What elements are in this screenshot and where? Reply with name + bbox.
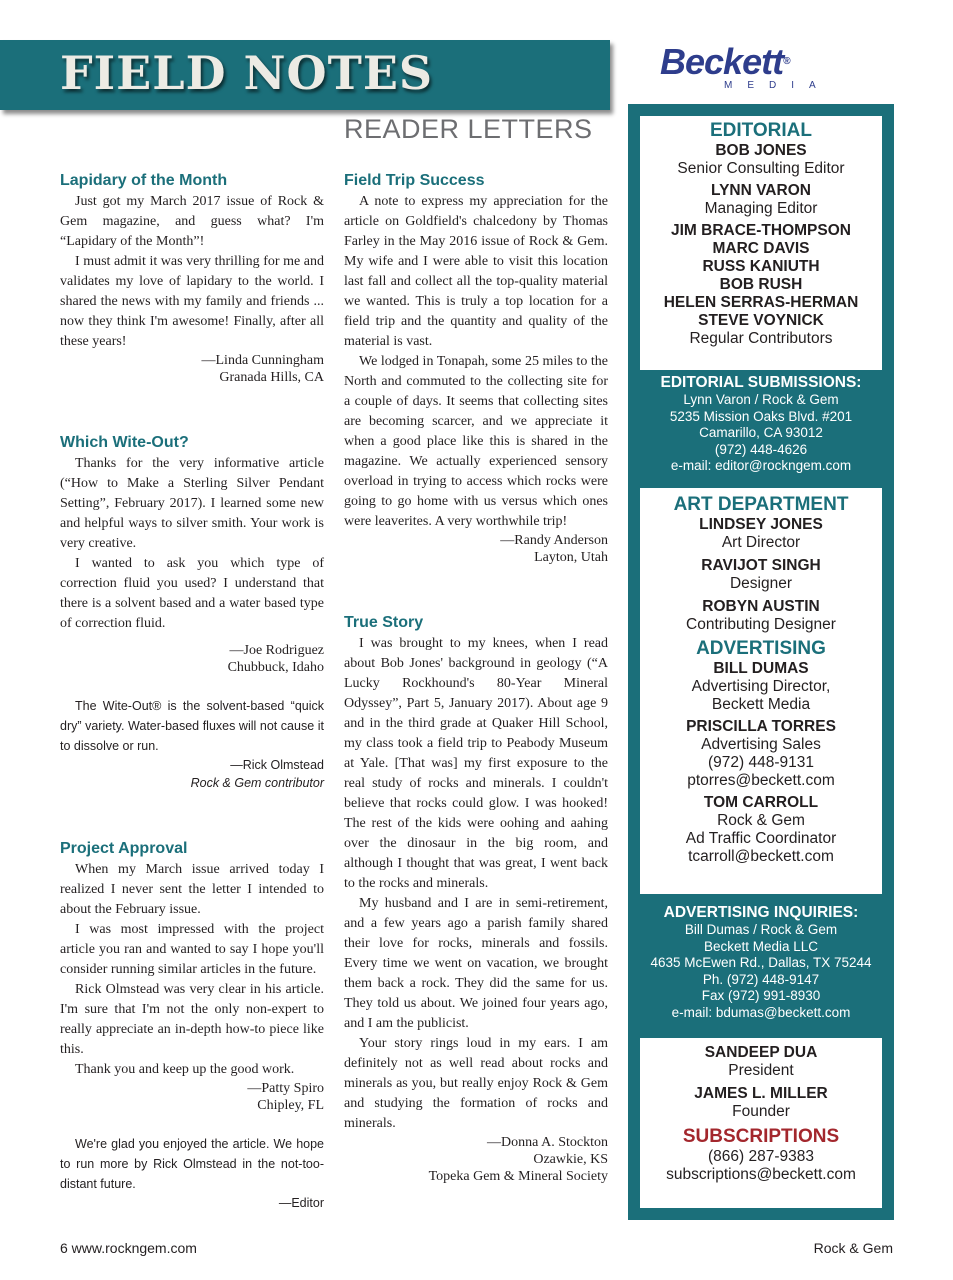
staff-name: LINDSEY JONES: [699, 516, 823, 533]
staff-email: tcarroll@beckett.com: [688, 848, 834, 865]
staff-name: ROBYN AUSTIN: [702, 598, 820, 615]
reply-text: We're glad you enjoyed the article. We hope to run more by Rick Olmstead in the not-too-distant future.: [60, 1137, 324, 1191]
beckett-media-logo: [660, 41, 860, 94]
letter-paragraph: Thanks for the very informative article (“How to Make a Sterling Silver Pendant Setting”, February 2017). I learned some new and helpful ways to silver smith. Your work is very creative.: [60, 456, 324, 551]
letter-signature: —Joe Rodriguez: [229, 643, 324, 658]
footer-magazine-name: Rock & Gem: [813, 1240, 893, 1256]
staff-role: Managing Editor: [704, 200, 818, 217]
reply-signature: —Rick Olmstead: [230, 758, 324, 772]
submissions-line: Lynn Varon / Rock & Gem: [683, 392, 839, 407]
letter-location: Ozawkie, KS: [533, 1152, 608, 1167]
editorial-heading: EDITORIAL: [709, 120, 813, 141]
letter-paragraph: Your story rings loud in my ears. I am definitely not as well read about rocks and minerals as you, but really enjoy Rock & Gem and studying the formation of rocks and minerals.: [344, 1036, 608, 1131]
subscriptions-heading: SUBSCRIPTIONS: [682, 1126, 840, 1147]
submissions-email: e-mail: editor@rockngem.com: [670, 458, 852, 473]
submissions-line: (972) 448-4626: [714, 441, 808, 457]
staff-name: RUSS KANIUTH: [702, 258, 820, 275]
letter-title-witeout: Which Wite-Out?: [60, 434, 189, 451]
letter-signature: —Linda Cunningham: [201, 353, 324, 368]
inquiries-email: e-mail: bdumas@beckett.com: [671, 1004, 851, 1020]
letter-signature: —Patty Spiro: [247, 1081, 324, 1096]
inquiries-line: Fax (972) 991-8930: [701, 988, 821, 1003]
reply-text: The Wite-Out® is the solvent-based “quick dry” variety. Water-based fluxes will not cause it to dissolve or run.: [60, 699, 324, 753]
editorial-submissions: [640, 374, 882, 475]
letter-paragraph: My husband and I are in semi-retirement, and a few years ago a parish family shared their love for rocks, minerals and fossils. Every time we went on vacation, we brought them back a rock. They did the same for us. They told us about. We joined four years ago, and I am the publicist.: [344, 896, 608, 1031]
letter-paragraph: I must admit it was very thrilling for me and validates my love of lapidary to the world. I shared the news with my family and friends ... now they think I'm awesome! Finally, after all these years!: [60, 254, 324, 349]
staff-name: SANDEEP DUA: [704, 1044, 818, 1061]
letter-paragraph: I wanted to ask you which type of correction fluid you used? I understand that there is a solvent based and a water based type of correction fluid.: [60, 556, 324, 631]
letter-paragraph: I was brought to my knees, when I read about Bob Jones' background in geology (“A Lucky Rockhound's 80-Year Mineral Odyssey”, Part 5, January 2017). About age 9 and in the third grade at Quaker Hill School, my class took a field trip to Peabody Museum at Yale. [That was] my first exposure to the real study of rocks and minerals. I couldn't believe that rocks could glow. I was hooked! The rest of the kids were oohing and aahing over the dinosaur in the big room, and although I thought that was great, I went back to the rocks and minerals.: [344, 636, 608, 891]
staff-role: Regular Contributors: [689, 330, 833, 347]
letter-title-lapidary: Lapidary of the Month: [60, 172, 228, 189]
reply-role: Rock & Gem contributor: [190, 776, 324, 790]
logo-registered-mark: ®: [783, 56, 790, 67]
staff-role: Rock & Gem: [717, 812, 805, 829]
staff-role: Beckett Media: [711, 696, 811, 713]
letter-location: Granada Hills, CA: [219, 370, 324, 385]
inquiries-line: 4635 McEwen Rd., Dallas, TX 75244: [650, 955, 872, 970]
inquiries-line: Bill Dumas / Rock & Gem: [684, 922, 838, 937]
inquiries-line: Beckett Media LLC: [703, 938, 819, 954]
inquiries-heading: ADVERTISING INQUIRIES:: [663, 904, 859, 921]
staff-name: LYNN VARON: [711, 182, 811, 199]
letter-title-project: Project Approval: [60, 840, 188, 857]
editorial-box: [640, 116, 882, 370]
letter-paragraph: Just got my March 2017 issue of Rock & Gem magazine, and guess what? I'm “Lapidary of the Month”!: [60, 194, 324, 249]
staff-name: STEVE VOYNICK: [698, 312, 824, 329]
staff-name: MARC DAVIS: [712, 240, 810, 257]
staff-name: BILL DUMAS: [713, 660, 809, 677]
letter-paragraph: When my March issue arrived today I realized I never sent the letter I intended to about the February issue.: [60, 862, 324, 917]
inquiries-line: Ph. (972) 448-9147: [702, 971, 820, 987]
advertising-heading: ADVERTISING: [696, 638, 826, 659]
staff-role: Art Director: [721, 534, 801, 551]
staff-name: TOM CARROLL: [703, 794, 819, 811]
letters-column-middle: [344, 170, 608, 1185]
field-notes-banner: [0, 40, 610, 110]
staff-phone: (972) 448-9131: [708, 754, 814, 771]
letter-paragraph: A note to express my appreciation for the article on Goldfield's chalcedony by Thomas Farley in the May 2016 issue of Rock & Gem. My wife and I were able to visit this location last fall and collect all the top-quality material we wanted. This is truly a top location for a field trip and the quantity and quality of the material is vast.: [344, 194, 608, 349]
editor-reply: [60, 1134, 324, 1194]
letter-signature: —Donna A. Stockton: [487, 1135, 608, 1150]
staff-role: Ad Traffic Coordinator: [685, 830, 837, 847]
letter-organization: Topeka Gem & Mineral Society: [428, 1169, 608, 1184]
subscriptions-email: subscriptions@beckett.com: [666, 1166, 856, 1183]
letter-title-truestory: True Story: [344, 614, 424, 631]
letter-location: Chipley, FL: [257, 1098, 324, 1113]
letter-paragraph: I was most impressed with the project article you ran and wanted to say I hope you'll consider running similar articles in the future.: [60, 922, 324, 977]
reply-signature: —Editor: [278, 1196, 324, 1210]
staff-name: BOB JONES: [715, 142, 807, 159]
letter-location: Chubbuck, Idaho: [227, 660, 324, 675]
banner-title: FIELD NOTES: [60, 46, 434, 100]
letter-paragraph: We lodged in Tonapah, some 25 miles to the North and commuted to the collecting site for a couple of days. It seems that collecting sites are becoming scarcer, and we appreciate it when a good place like this is shared in the magazine. We actually experienced sensory overload in trying to access which rocks were going to go home with us versus which ones were leaverites. A very worthwhile trip!: [344, 354, 608, 529]
executive-box: [640, 1038, 882, 1208]
editor-reply: [60, 696, 324, 756]
submissions-line: Camarillo, CA 93012: [699, 425, 823, 440]
letters-column-left: [60, 170, 324, 1212]
staff-role: Founder: [732, 1103, 790, 1120]
advertising-inquiries: [640, 904, 882, 1021]
section-title: READER LETTERS: [344, 114, 593, 144]
art-advertising-box: [640, 488, 882, 894]
staff-role: Designer: [729, 575, 793, 592]
logo-word: Beckett: [660, 41, 784, 82]
subscriptions-phone: (866) 287-9383: [708, 1148, 814, 1165]
staff-email: ptorres@beckett.com: [687, 772, 835, 789]
staff-role: Senior Consulting Editor: [677, 160, 845, 177]
staff-role: Contributing Designer: [686, 616, 836, 633]
staff-role: President: [728, 1062, 794, 1079]
staff-name: JAMES L. MILLER: [694, 1085, 828, 1102]
staff-name: HELEN SERRAS-HERMAN: [663, 294, 859, 311]
staff-name: RAVIJOT SINGH: [701, 557, 821, 574]
staff-role: Advertising Sales: [701, 736, 821, 753]
letter-paragraph: Rick Olmstead was very clear in his article. I'm sure that I'm not the only non-expert to really appreciate an in-depth how-to piece like this.: [60, 982, 324, 1057]
submissions-heading: EDITORIAL SUBMISSIONS:: [660, 374, 862, 391]
staff-name: JIM BRACE-THOMPSON: [671, 222, 851, 239]
art-heading: ART DEPARTMENT: [673, 494, 849, 515]
staff-role: Advertising Director,: [691, 678, 831, 695]
letter-title-fieldtrip: Field Trip Success: [344, 172, 485, 189]
submissions-line: 5235 Mission Oaks Blvd. #201: [669, 408, 853, 424]
letter-location: Layton, Utah: [534, 550, 608, 565]
footer-page-url: 6 www.rockngem.com: [60, 1240, 197, 1256]
letter-paragraph: Thank you and keep up the good work.: [75, 1062, 295, 1077]
logo-media: MEDIA: [724, 80, 831, 91]
letter-signature: —Randy Anderson: [500, 533, 608, 548]
staff-name: PRISCILLA TORRES: [686, 718, 836, 735]
staff-name: BOB RUSH: [719, 276, 803, 293]
